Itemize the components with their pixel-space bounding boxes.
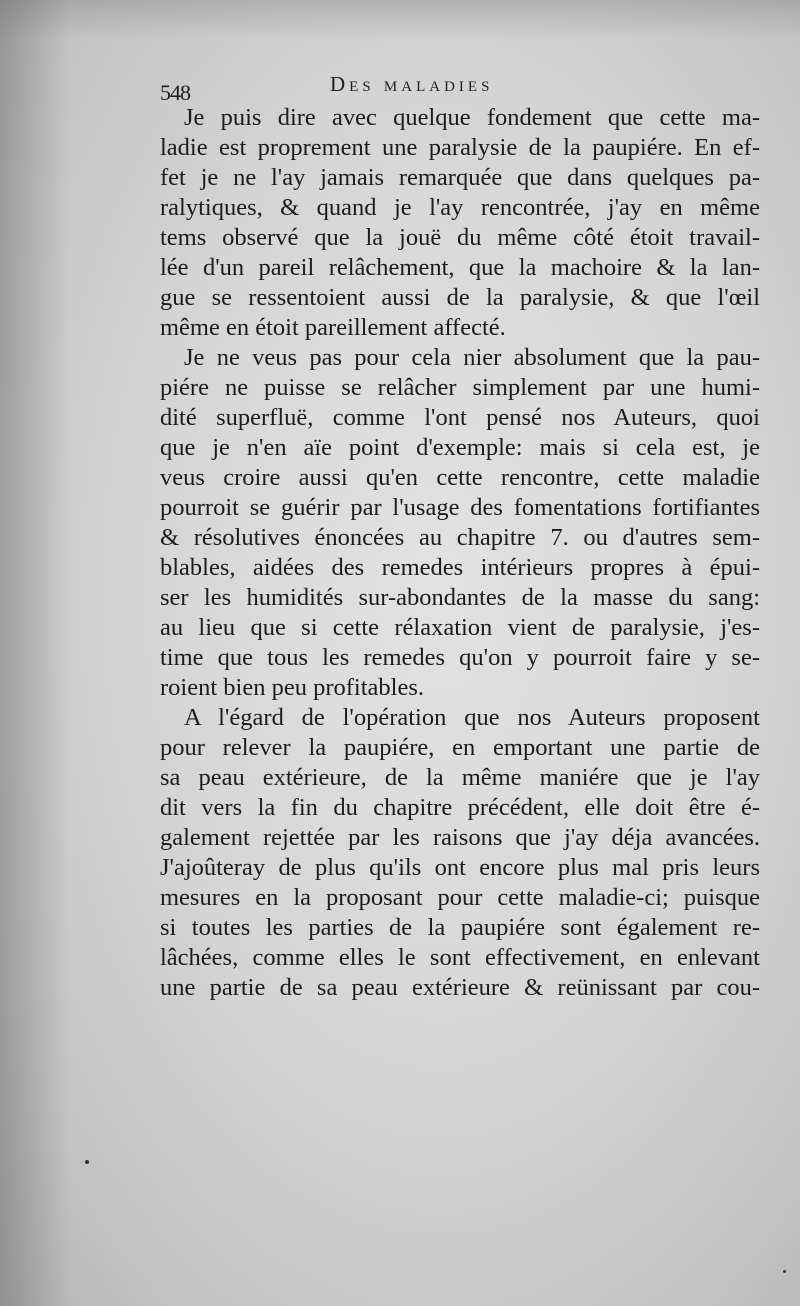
text-line: roient bien peu profitables.	[160, 674, 424, 701]
gutter-shadow	[0, 0, 70, 1306]
text-line: fet je ne l'ay jamais remarquée que dans quelques pa-	[160, 164, 760, 191]
page-number: 548	[160, 80, 190, 105]
text-line: Je puis dire avec quelque fondement que cette ma-	[184, 104, 760, 131]
text-line: sa peau extérieure, de la même maniére que je l'ay	[160, 764, 760, 791]
text-line: tems observé que la jouë du même côté étoit travail-	[160, 224, 760, 251]
text-line: même en étoit pareillement affecté.	[160, 314, 506, 341]
text-line: lâchées, comme elles le sont effectivement, en enlevant	[160, 944, 760, 971]
body-text	[160, 103, 760, 1003]
text-line: time que tous les remedes qu'on y pourroit faire y se-	[160, 644, 760, 671]
text-line: & résolutives énoncées au chapitre 7. ou d'autres sem-	[160, 524, 760, 551]
text-line: une partie de sa peau extérieure & reünissant par cou-	[160, 974, 760, 1001]
text-line: ralytiques, & quand je l'ay rencontrée, j'ay en même	[160, 194, 760, 221]
text-line: blables, aidées des remedes intérieurs propres à épui-	[160, 554, 760, 581]
text-line: gue se ressentoient aussi de la paralysie, & que l'œil	[160, 284, 760, 311]
text-line: ser les humidités sur-abondantes de la masse du sang:	[160, 584, 760, 611]
text-line: J'ajoûteray de plus qu'ils ont encore plus mal pris leurs	[160, 854, 760, 881]
text-line: A l'égard de l'opération que nos Auteurs proposent	[184, 704, 760, 731]
paper-speck	[783, 1270, 786, 1273]
text-line: lée d'un pareil relâchement, que la machoire & la lan-	[160, 254, 760, 281]
text-line: ladie est proprement une paralysie de la paupiére. En ef-	[160, 134, 760, 161]
paper-speck	[85, 1160, 89, 1164]
text-line: pour relever la paupiére, en emportant une partie de	[160, 734, 760, 761]
top-shadow	[0, 0, 800, 40]
text-line: Je ne veus pas pour cela nier absolument que la pau-	[184, 344, 760, 371]
text-line: mesures en la proposant pour cette maladie-ci; puisque	[160, 884, 760, 911]
running-head: Des maladies	[330, 72, 494, 96]
text-line: si toutes les parties de la paupiére sont également re-	[160, 914, 760, 941]
text-line: au lieu que si cette rélaxation vient de paralysie, j'es-	[160, 614, 760, 641]
text-line: dit vers la fin du chapitre précédent, elle doit être é-	[160, 794, 760, 821]
text-line: pourroit se guérir par l'usage des fomentations fortifiantes	[160, 494, 760, 521]
text-line: galement rejettée par les raisons que j'ay déja avancées.	[160, 824, 760, 851]
text-line: que je n'en aïe point d'exemple: mais si cela est, je	[160, 434, 760, 461]
text-line: piére ne puisse se relâcher simplement par une humi-	[160, 374, 760, 401]
text-line: dité superfluë, comme l'ont pensé nos Auteurs, quoi	[160, 404, 760, 431]
text-line: veus croire aussi qu'en cette rencontre, cette maladie	[160, 464, 760, 491]
